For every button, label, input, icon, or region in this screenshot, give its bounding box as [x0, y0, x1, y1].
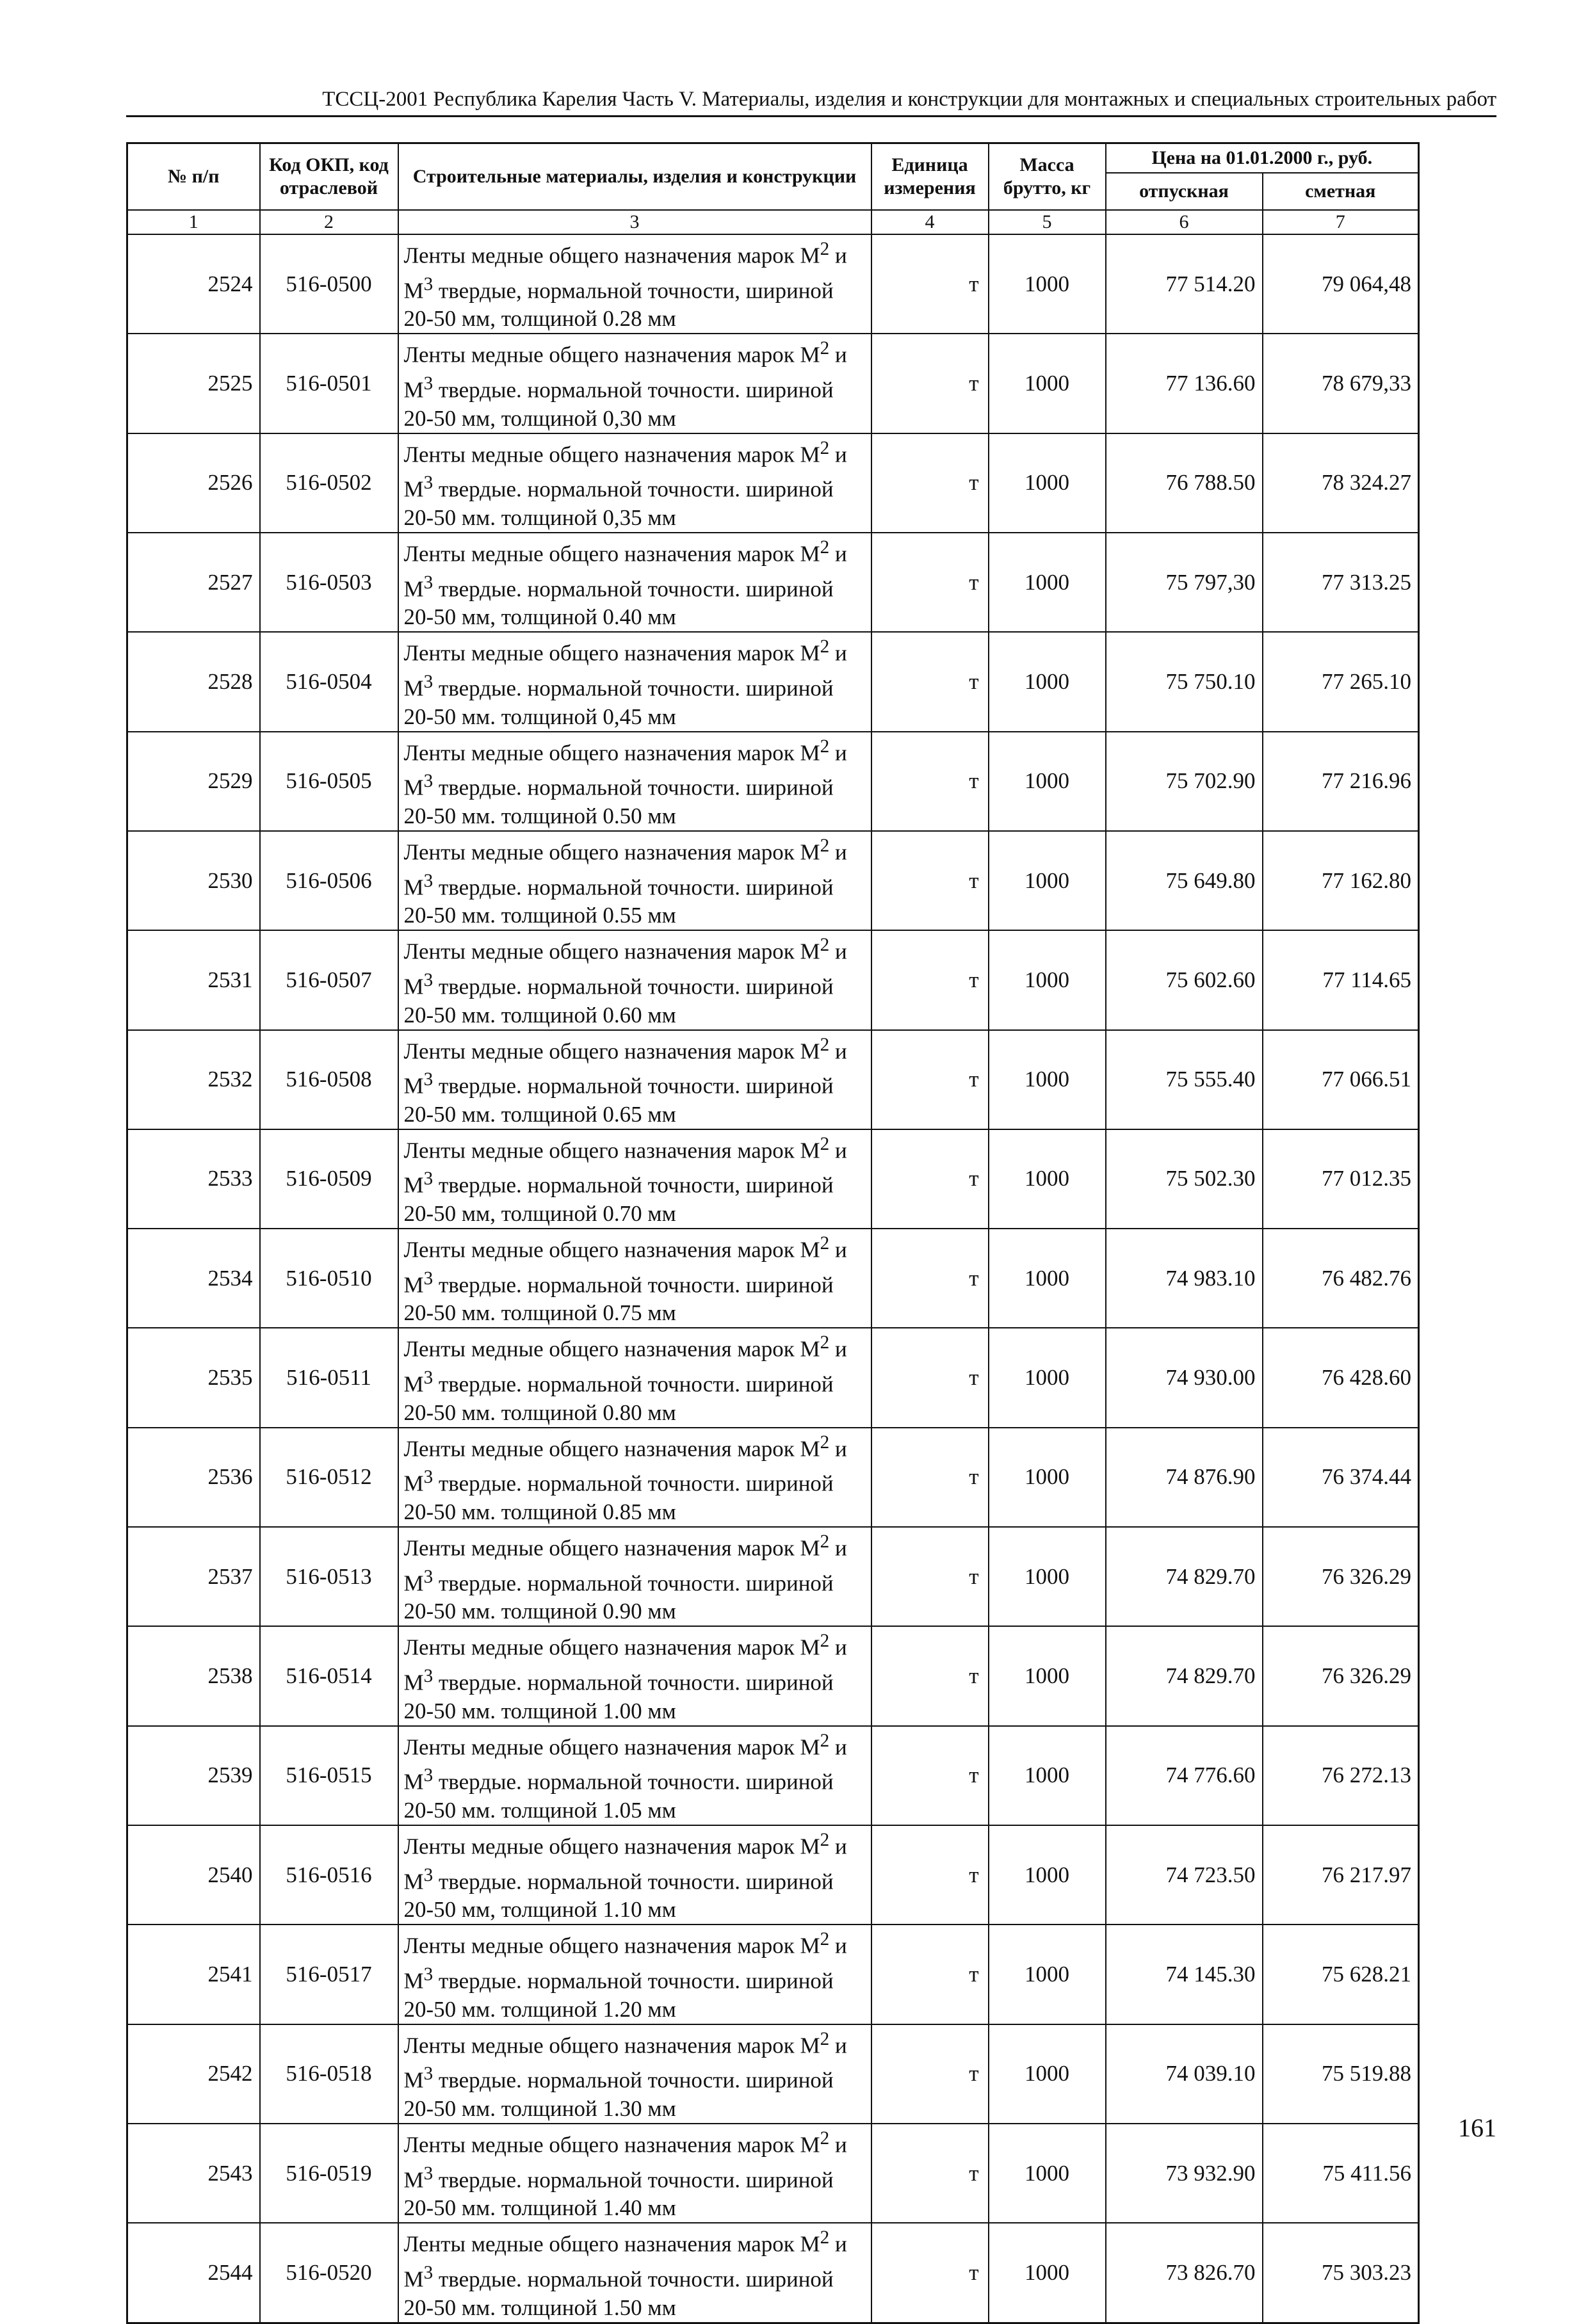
table-row: [127, 1030, 1419, 1129]
row-price-estimate: 76 326.29: [1263, 1626, 1419, 1725]
row-price-estimate: 76 482.76: [1263, 1229, 1419, 1328]
superscript: 3: [423, 671, 434, 692]
superscript: 2: [820, 239, 830, 259]
header-price-group: Цена на 01.01.2000 г., руб.: [1106, 143, 1419, 173]
description-part: и М: [403, 442, 847, 502]
header-name: Строительные материалы, изделия и конструкции: [398, 143, 871, 211]
superscript: 3: [423, 1964, 434, 1985]
table-row: [127, 1626, 1419, 1725]
row-mass: 1000: [989, 433, 1106, 533]
description-part: Ленты медные общего назначения марок М: [403, 1436, 820, 1462]
row-code: 516-0519: [260, 2124, 398, 2223]
description-part: и М: [403, 939, 847, 999]
row-unit: т: [871, 1129, 989, 1229]
row-number: 2544: [127, 2223, 260, 2323]
row-unit: т: [871, 1726, 989, 1825]
table-body: [127, 234, 1419, 2323]
header-code: Код ОКП, код отраслевой: [260, 143, 398, 211]
description-part: и М: [403, 1834, 847, 1894]
description-part: твердые. нормальной точности. шириной 20-50 мм. толщиной 0.75 мм: [403, 1272, 834, 1326]
superscript: 2: [820, 1631, 830, 1652]
row-price-estimate: 76 374.44: [1263, 1428, 1419, 1527]
table-row: [127, 632, 1419, 731]
price-table: [126, 142, 1420, 2324]
row-price-release: 74 983.10: [1106, 1229, 1263, 1328]
row-unit: т: [871, 632, 989, 731]
row-code: 516-0514: [260, 1626, 398, 1725]
row-price-estimate: 79 064,48: [1263, 234, 1419, 334]
row-mass: 1000: [989, 1726, 1106, 1825]
row-price-release: 75 555.40: [1106, 1030, 1263, 1129]
page-number: 161: [1458, 2113, 1496, 2142]
description-part: Ленты медные общего назначения марок М: [403, 541, 820, 567]
row-price-estimate: 77 162.80: [1263, 831, 1419, 930]
row-number: 2528: [127, 632, 260, 731]
row-mass: 1000: [989, 1626, 1106, 1725]
description-part: и М: [403, 342, 847, 403]
row-mass: 1000: [989, 334, 1106, 433]
table-row: [127, 533, 1419, 632]
description-part: и М: [403, 640, 847, 701]
row-code: 516-0500: [260, 234, 398, 334]
row-mass: 1000: [989, 1527, 1106, 1626]
row-number: 2538: [127, 1626, 260, 1725]
superscript: 2: [820, 338, 830, 359]
row-number: 2535: [127, 1328, 260, 1427]
superscript: 2: [820, 1830, 830, 1850]
description-part: Ленты медные общего назначения марок М: [403, 839, 820, 865]
row-price-release: 77 514.20: [1106, 234, 1263, 334]
superscript: 2: [820, 736, 830, 757]
superscript: 3: [423, 1666, 434, 1687]
row-mass: 1000: [989, 533, 1106, 632]
row-description: [398, 831, 871, 930]
row-code: 516-0508: [260, 1030, 398, 1129]
description-part: Ленты медные общего назначения марок М: [403, 243, 820, 268]
row-code: 516-0506: [260, 831, 398, 930]
row-unit: т: [871, 1825, 989, 1925]
row-code: 516-0510: [260, 1229, 398, 1328]
row-number: 2530: [127, 831, 260, 930]
row-description: [398, 2223, 871, 2323]
row-unit: т: [871, 1328, 989, 1427]
row-code: 516-0512: [260, 1428, 398, 1527]
row-price-release: 74 776.60: [1106, 1726, 1263, 1825]
description-part: Ленты медные общего назначения марок М: [403, 1337, 820, 1362]
description-part: и М: [403, 1933, 847, 1994]
row-unit: т: [871, 930, 989, 1029]
row-code: 516-0518: [260, 2024, 398, 2124]
row-code: 516-0520: [260, 2223, 398, 2323]
superscript: 3: [423, 1069, 434, 1090]
superscript: 2: [820, 537, 830, 558]
row-unit: т: [871, 334, 989, 433]
description-part: твердые. нормальной точности. шириной 20-50 мм. толщиной 0.55 мм: [403, 875, 834, 928]
table-row: [127, 732, 1419, 831]
row-unit: т: [871, 433, 989, 533]
description-part: твердые. нормальной точности. шириной 20-50 мм. толщиной 1.30 мм: [403, 2067, 834, 2121]
page-header-title: ТССЦ-2001 Республика Карелия Часть V. Материалы, изделия и конструкции для монтажных и специальных строительных работ: [322, 88, 1496, 111]
row-code: 516-0505: [260, 732, 398, 831]
row-price-estimate: 76 272.13: [1263, 1726, 1419, 1825]
row-unit: т: [871, 2024, 989, 2124]
description-part: твердые. нормальной точности. шириной 20-50 мм. толщиной 0.90 мм: [403, 1570, 834, 1624]
row-mass: 1000: [989, 234, 1106, 334]
row-code: 516-0515: [260, 1726, 398, 1825]
row-price-release: 75 502.30: [1106, 1129, 1263, 1229]
table-row: [127, 2024, 1419, 2124]
superscript: 3: [423, 373, 434, 394]
row-mass: 1000: [989, 831, 1106, 930]
superscript: 2: [820, 935, 830, 956]
description-part: твердые. нормальной точности. шириной 20-50 мм, толщиной 1.10 мм: [403, 1869, 834, 1923]
table-row: [127, 831, 1419, 930]
row-price-release: 75 702.90: [1106, 732, 1263, 831]
column-number: 1: [127, 210, 260, 234]
description-part: и М: [403, 1535, 847, 1596]
row-number: 2525: [127, 334, 260, 433]
row-price-estimate: 77 313.25: [1263, 533, 1419, 632]
column-number: 4: [871, 210, 989, 234]
row-price-estimate: 77 012.35: [1263, 1129, 1419, 1229]
header-num: № п/п: [127, 143, 260, 211]
superscript: 3: [423, 1566, 434, 1587]
description-part: твердые. нормальной точности. шириной 20-50 мм. толщиной 0.65 мм: [403, 1073, 834, 1127]
row-unit: т: [871, 1030, 989, 1129]
row-description: [398, 1825, 871, 1925]
description-part: твердые. нормальной точности. шириной 20-50 мм. толщиной 1.00 мм: [403, 1670, 834, 1723]
description-part: твердые. нормальной точности. шириной 20-50 мм. толщиной 0.50 мм: [403, 775, 834, 828]
row-number: 2533: [127, 1129, 260, 1229]
table-header: [127, 143, 1419, 235]
superscript: 2: [820, 1531, 830, 1553]
description-part: и М: [403, 1436, 847, 1497]
row-price-release: 76 788.50: [1106, 433, 1263, 533]
description-part: и М: [403, 1734, 847, 1795]
row-description: [398, 1925, 871, 2024]
table-row: [127, 1129, 1419, 1229]
row-mass: 1000: [989, 632, 1106, 731]
superscript: 3: [423, 1864, 434, 1885]
row-description: [398, 234, 871, 334]
superscript: 2: [820, 1432, 830, 1453]
row-unit: т: [871, 1925, 989, 2024]
row-description: [398, 732, 871, 831]
description-part: и М: [403, 243, 847, 303]
row-price-estimate: 77 066.51: [1263, 1030, 1419, 1129]
description-part: Ленты медные общего назначения марок М: [403, 1834, 820, 1859]
superscript: 3: [423, 1765, 434, 1786]
table-row: [127, 1527, 1419, 1626]
row-number: 2531: [127, 930, 260, 1029]
row-description: [398, 334, 871, 433]
row-number: 2537: [127, 1527, 260, 1626]
description-part: твердые. нормальной точности. шириной 20-50 мм. толщиной 1.40 мм: [403, 2167, 834, 2221]
superscript: 2: [820, 1034, 830, 1055]
table-row: [127, 2124, 1419, 2223]
description-part: и М: [403, 740, 847, 800]
table-row: [127, 1825, 1419, 1925]
row-price-release: 74 145.30: [1106, 1925, 1263, 2024]
row-description: [398, 433, 871, 533]
superscript: 3: [423, 1467, 434, 1488]
description-part: Ленты медные общего назначения марок М: [403, 640, 820, 666]
description-part: твердые. нормальной точности. шириной 20-50 мм. толщиной 0,45 мм: [403, 675, 834, 729]
row-price-release: 73 932.90: [1106, 2124, 1263, 2223]
row-price-estimate: 75 303.23: [1263, 2223, 1419, 2323]
row-price-release: 74 039.10: [1106, 2024, 1263, 2124]
superscript: 3: [423, 1368, 434, 1389]
table-row: [127, 433, 1419, 533]
superscript: 2: [820, 835, 830, 856]
description-part: твердые. нормальной точности. шириной 20-50 мм. толщиной 0.60 мм: [403, 974, 834, 1028]
row-mass: 1000: [989, 1428, 1106, 1527]
row-description: [398, 1626, 871, 1725]
superscript: 2: [820, 2227, 830, 2248]
row-unit: т: [871, 1428, 989, 1527]
description-part: и М: [403, 1038, 847, 1099]
row-mass: 1000: [989, 1129, 1106, 1229]
description-part: твердые. нормальной точности. шириной 20-50 мм. толщиной 1.50 мм: [403, 2266, 834, 2320]
column-number-row: [127, 210, 1419, 234]
row-price-estimate: 77 265.10: [1263, 632, 1419, 731]
row-price-release: 74 723.50: [1106, 1825, 1263, 1925]
row-mass: 1000: [989, 732, 1106, 831]
row-code: 516-0513: [260, 1527, 398, 1626]
description-part: Ленты медные общего назначения марок М: [403, 740, 820, 766]
header-unit: Единица измерения: [871, 143, 989, 211]
row-unit: т: [871, 1626, 989, 1725]
row-unit: т: [871, 831, 989, 930]
page-header: [126, 82, 1496, 117]
description-part: Ленты медные общего назначения марок М: [403, 2033, 820, 2058]
row-description: [398, 2024, 871, 2124]
row-number: 2540: [127, 1825, 260, 1925]
header-price-release: отпускная: [1106, 173, 1263, 210]
row-code: 516-0501: [260, 334, 398, 433]
row-code: 516-0511: [260, 1328, 398, 1427]
superscript: 3: [423, 2262, 434, 2283]
row-price-release: 74 829.70: [1106, 1527, 1263, 1626]
row-description: [398, 2124, 871, 2223]
row-mass: 1000: [989, 2024, 1106, 2124]
superscript: 2: [820, 1133, 830, 1154]
description-part: Ленты медные общего назначения марок М: [403, 442, 820, 467]
row-price-estimate: 78 679,33: [1263, 334, 1419, 433]
description-part: твердые. нормальной точности. шириной 20-50 мм, толщиной 0,30 мм: [403, 377, 834, 431]
row-number: 2526: [127, 433, 260, 533]
table-row: [127, 1925, 1419, 2024]
header-mass: Масса брутто, кг: [989, 143, 1106, 211]
row-mass: 1000: [989, 1229, 1106, 1328]
table-row: [127, 930, 1419, 1029]
row-code: 516-0504: [260, 632, 398, 731]
row-number: 2529: [127, 732, 260, 831]
row-price-release: 74 829.70: [1106, 1626, 1263, 1725]
description-part: твердые, нормальной точности, шириной 20-50 мм, толщиной 0.28 мм: [403, 278, 834, 332]
row-number: 2527: [127, 533, 260, 632]
row-description: [398, 1030, 871, 1129]
superscript: 3: [423, 870, 434, 891]
superscript: 3: [423, 273, 434, 295]
description-part: твердые. нормальной точности, шириной 20-50 мм, толщиной 0.70 мм: [403, 1173, 834, 1227]
table-row: [127, 2223, 1419, 2323]
superscript: 3: [423, 969, 434, 990]
row-price-release: 74 876.90: [1106, 1428, 1263, 1527]
description-part: и М: [403, 2231, 847, 2292]
row-number: 2534: [127, 1229, 260, 1328]
description-part: и М: [403, 839, 847, 900]
row-number: 2532: [127, 1030, 260, 1129]
row-mass: 1000: [989, 1030, 1106, 1129]
description-part: твердые. нормальной точности. шириной 20-50 мм. толщиной 0.85 мм: [403, 1471, 834, 1525]
row-number: 2539: [127, 1726, 260, 1825]
row-description: [398, 1229, 871, 1328]
description-part: твердые. нормальной точности. шириной 20-50 мм, толщиной 0.40 мм: [403, 576, 834, 630]
superscript: 2: [820, 437, 830, 458]
row-price-release: 75 750.10: [1106, 632, 1263, 731]
superscript: 2: [820, 2127, 830, 2149]
row-unit: т: [871, 2124, 989, 2223]
row-price-estimate: 75 519.88: [1263, 2024, 1419, 2124]
row-price-estimate: 77 114.65: [1263, 930, 1419, 1029]
row-description: [398, 930, 871, 1029]
description-part: и М: [403, 2132, 847, 2193]
row-price-release: 75 797,30: [1106, 533, 1263, 632]
row-mass: 1000: [989, 2124, 1106, 2223]
description-part: Ленты медные общего назначения марок М: [403, 939, 820, 964]
description-part: Ленты медные общего назначения марок М: [403, 1138, 820, 1163]
row-price-release: 74 930.00: [1106, 1328, 1263, 1427]
superscript: 2: [820, 1929, 830, 1950]
superscript: 3: [423, 1268, 434, 1289]
row-description: [398, 1726, 871, 1825]
superscript: 3: [423, 1168, 434, 1190]
row-unit: т: [871, 1229, 989, 1328]
description-part: и М: [403, 1337, 847, 1397]
description-part: Ленты медные общего назначения марок М: [403, 2132, 820, 2158]
superscript: 2: [820, 636, 830, 658]
superscript: 2: [820, 1233, 830, 1254]
table-row: [127, 1726, 1419, 1825]
table-row: [127, 1229, 1419, 1328]
superscript: 3: [423, 2063, 434, 2085]
row-description: [398, 632, 871, 731]
superscript: 2: [820, 2028, 830, 2049]
column-number: 5: [989, 210, 1106, 234]
row-price-estimate: 76 428.60: [1263, 1328, 1419, 1427]
row-code: 516-0503: [260, 533, 398, 632]
row-unit: т: [871, 2223, 989, 2323]
row-code: 516-0516: [260, 1825, 398, 1925]
superscript: 3: [423, 572, 434, 593]
description-part: и М: [403, 1138, 847, 1198]
row-price-estimate: 76 326.29: [1263, 1527, 1419, 1626]
row-number: 2541: [127, 1925, 260, 2024]
superscript: 2: [820, 1332, 830, 1353]
description-part: Ленты медные общего назначения марок М: [403, 1635, 820, 1661]
description-part: твердые. нормальной точности. шириной 20-50 мм. толщиной 1.05 мм: [403, 1770, 834, 1823]
row-price-estimate: 76 217.97: [1263, 1825, 1419, 1925]
row-description: [398, 1129, 871, 1229]
row-code: 516-0507: [260, 930, 398, 1029]
row-code: 516-0517: [260, 1925, 398, 2024]
header-price-estimate: сметная: [1263, 173, 1419, 210]
row-code: 516-0509: [260, 1129, 398, 1229]
price-table-container: [126, 142, 1418, 2324]
table-row: [127, 1328, 1419, 1427]
description-part: твердые. нормальной точности. шириной 20-50 мм. толщиной 0,35 мм: [403, 476, 834, 530]
row-price-estimate: 78 324.27: [1263, 433, 1419, 533]
row-mass: 1000: [989, 2223, 1106, 2323]
description-part: Ленты медные общего назначения марок М: [403, 1734, 820, 1760]
row-number: 2542: [127, 2024, 260, 2124]
description-part: твердые. нормальной точности. шириной 20-50 мм. толщиной 1.20 мм: [403, 1968, 834, 2022]
superscript: 3: [423, 2163, 434, 2184]
description-part: Ленты медные общего назначения марок М: [403, 2231, 820, 2257]
description-part: Ленты медные общего назначения марок М: [403, 1535, 820, 1561]
description-part: и М: [403, 1635, 847, 1695]
description-part: и М: [403, 541, 847, 602]
row-description: [398, 1428, 871, 1527]
row-price-estimate: 75 628.21: [1263, 1925, 1419, 2024]
row-number: 2536: [127, 1428, 260, 1527]
row-price-estimate: 75 411.56: [1263, 2124, 1419, 2223]
row-price-release: 77 136.60: [1106, 334, 1263, 433]
row-code: 516-0502: [260, 433, 398, 533]
description-part: твердые. нормальной точности. шириной 20-50 мм. толщиной 0.80 мм: [403, 1371, 834, 1425]
row-mass: 1000: [989, 1925, 1106, 2024]
row-mass: 1000: [989, 930, 1106, 1029]
column-number: 6: [1106, 210, 1263, 234]
row-price-estimate: 77 216.96: [1263, 732, 1419, 831]
row-price-release: 75 602.60: [1106, 930, 1263, 1029]
column-number: 7: [1263, 210, 1419, 234]
row-unit: т: [871, 234, 989, 334]
row-description: [398, 1527, 871, 1626]
superscript: 3: [423, 472, 434, 494]
row-description: [398, 1328, 871, 1427]
description-part: Ленты медные общего назначения марок М: [403, 1038, 820, 1064]
row-price-release: 73 826.70: [1106, 2223, 1263, 2323]
table-row: [127, 234, 1419, 334]
superscript: 3: [423, 771, 434, 792]
row-unit: т: [871, 732, 989, 831]
row-number: 2524: [127, 234, 260, 334]
table-row: [127, 334, 1419, 433]
row-mass: 1000: [989, 1328, 1106, 1427]
table-row: [127, 1428, 1419, 1527]
column-number: 3: [398, 210, 871, 234]
description-part: Ленты медные общего назначения марок М: [403, 342, 820, 367]
column-number: 2: [260, 210, 398, 234]
row-price-release: 75 649.80: [1106, 831, 1263, 930]
superscript: 2: [820, 1730, 830, 1751]
row-unit: т: [871, 533, 989, 632]
row-description: [398, 533, 871, 632]
description-part: Ленты медные общего назначения марок М: [403, 1237, 820, 1263]
row-number: 2543: [127, 2124, 260, 2223]
description-part: Ленты медные общего назначения марок М: [403, 1933, 820, 1958]
description-part: и М: [403, 1237, 847, 1298]
description-part: и М: [403, 2033, 847, 2093]
row-unit: т: [871, 1527, 989, 1626]
row-mass: 1000: [989, 1825, 1106, 1925]
